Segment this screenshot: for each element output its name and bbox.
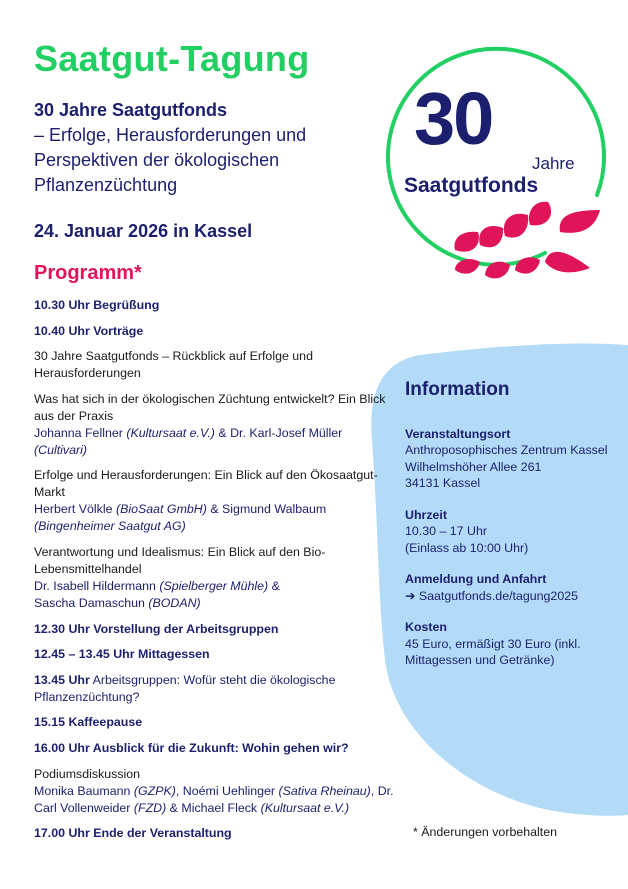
logo-name: Saatgutfonds	[404, 174, 539, 197]
speaker: Dr. Isabell Hildermann	[34, 578, 156, 593]
talk-title: Verantwortung und Idealismus: Ein Blick auf den Bio-Lebensmittelhandel	[34, 544, 326, 576]
venue-line: 34131 Kassel	[405, 476, 481, 490]
logo-jahre: Jahre	[532, 154, 575, 173]
info-heading: Information	[405, 379, 510, 400]
program-item	[34, 672, 394, 706]
org: (Cultivari)	[34, 442, 88, 457]
venue-section	[405, 426, 625, 492]
org: (GZPK)	[133, 783, 176, 798]
time-line: (Einlass ab 10:00 Uhr)	[405, 540, 529, 555]
org: (Sativa Rheinau)	[278, 783, 371, 798]
venue-line: Anthroposophisches Zentrum Kassel	[405, 443, 608, 457]
section-heading: Kosten	[405, 620, 447, 634]
speaker: Monika Baumann	[34, 783, 131, 798]
speaker: & Sascha Damaschun	[34, 578, 280, 610]
speaker: & Sigmund Walbaum	[210, 502, 327, 517]
program-item	[34, 467, 394, 535]
org: (BODAN)	[148, 595, 201, 610]
program-item	[34, 544, 394, 612]
program-item: 10.30 Uhr Begrüßung	[34, 298, 160, 312]
section-heading: Anmeldung und Anfahrt	[405, 572, 547, 586]
speaker: & Michael Fleck	[169, 800, 258, 815]
speaker: Johanna Fellner	[34, 425, 123, 440]
program-item: 12.45 – 13.45 Uhr Mittagessen	[34, 647, 210, 662]
program-item: 10.40 Uhr Vorträge	[34, 323, 144, 338]
org: (BioSaat GmbH)	[115, 502, 207, 517]
subtitle	[34, 98, 384, 198]
program-item: 15.15 Kaffeepause	[34, 715, 143, 730]
registration-link[interactable]: Saatgutfonds.de/tagung2025	[418, 588, 578, 603]
speaker: , Noémi Uehlinger	[175, 783, 276, 798]
cost-section	[405, 619, 625, 669]
program-item: 30 Jahre Saatgutfonds – Rückblick auf Erfolge und Herausforderungen	[34, 349, 313, 381]
time-section	[405, 507, 625, 557]
arrow-right-icon: ➔	[405, 588, 416, 603]
leaf-icon	[454, 202, 600, 279]
subtitle-line1: 30 Jahre Saatgutfonds	[34, 100, 228, 120]
org: (FZD)	[133, 800, 167, 815]
page-title: Saatgut-Tagung	[34, 38, 310, 79]
speaker: Herbert Völkle	[34, 502, 113, 517]
logo-number: 30	[414, 77, 493, 160]
cost-text: 45 Euro, ermäßigt 30 Euro (inkl. Mittagessen und Getränke)	[405, 636, 581, 667]
text: Arbeitsgruppen: Wofür steht die ökologische Pflanzenzüchtung?	[34, 672, 336, 704]
event-date: 24. Januar 2026 in Kassel	[34, 221, 253, 241]
talk-title: Was hat sich in der ökologischen Züchtung entwickelt? Ein Blick aus der Praxis	[34, 391, 386, 423]
talk-title: Erfolge und Herausforderungen: Ein Blick auf den Ökosaatgut-Markt	[34, 468, 378, 500]
footnote: * Änderungen vorbehalten	[413, 825, 557, 839]
speaker: , Dr. Carl Vollenweider	[34, 783, 394, 815]
program-item: 16.00 Uhr Ausblick für die Zukunft: Wohin gehen wir?	[34, 740, 349, 755]
program-item	[34, 766, 394, 817]
section-heading: Uhrzeit	[405, 507, 447, 522]
org: (Kultursaat e.V.)	[260, 800, 350, 815]
org: (Spielberger Mühle)	[159, 578, 269, 593]
time: 13.45 Uhr	[34, 672, 90, 687]
program-item: 17.00 Uhr Ende der Veranstaltung	[34, 826, 232, 841]
speaker: & Dr. Karl-Josef Müller	[218, 425, 343, 440]
org: (Bingenheimer Saatgut AG)	[34, 519, 186, 534]
program-list	[34, 297, 394, 851]
section-heading: Veranstaltungsort	[405, 426, 511, 441]
talk-title: Podiumsdiskussion	[34, 766, 141, 781]
venue-line: Wilhelmshöher Allee 261	[405, 459, 542, 474]
program-heading: Programm*	[34, 262, 142, 284]
time-line: 10.30 – 17 Uhr	[405, 524, 487, 538]
org: (Kultursaat e.V.)	[126, 425, 215, 440]
registration-section	[405, 571, 625, 604]
info-panel	[405, 379, 625, 684]
subtitle-rest: – Erfolge, Herausforderungen und Perspektiven der ökologischen Pflanzenzüchtung	[34, 125, 307, 195]
program-item	[34, 391, 394, 459]
program-item: 12.30 Uhr Vorstellung der Arbeitsgruppen	[34, 621, 279, 636]
